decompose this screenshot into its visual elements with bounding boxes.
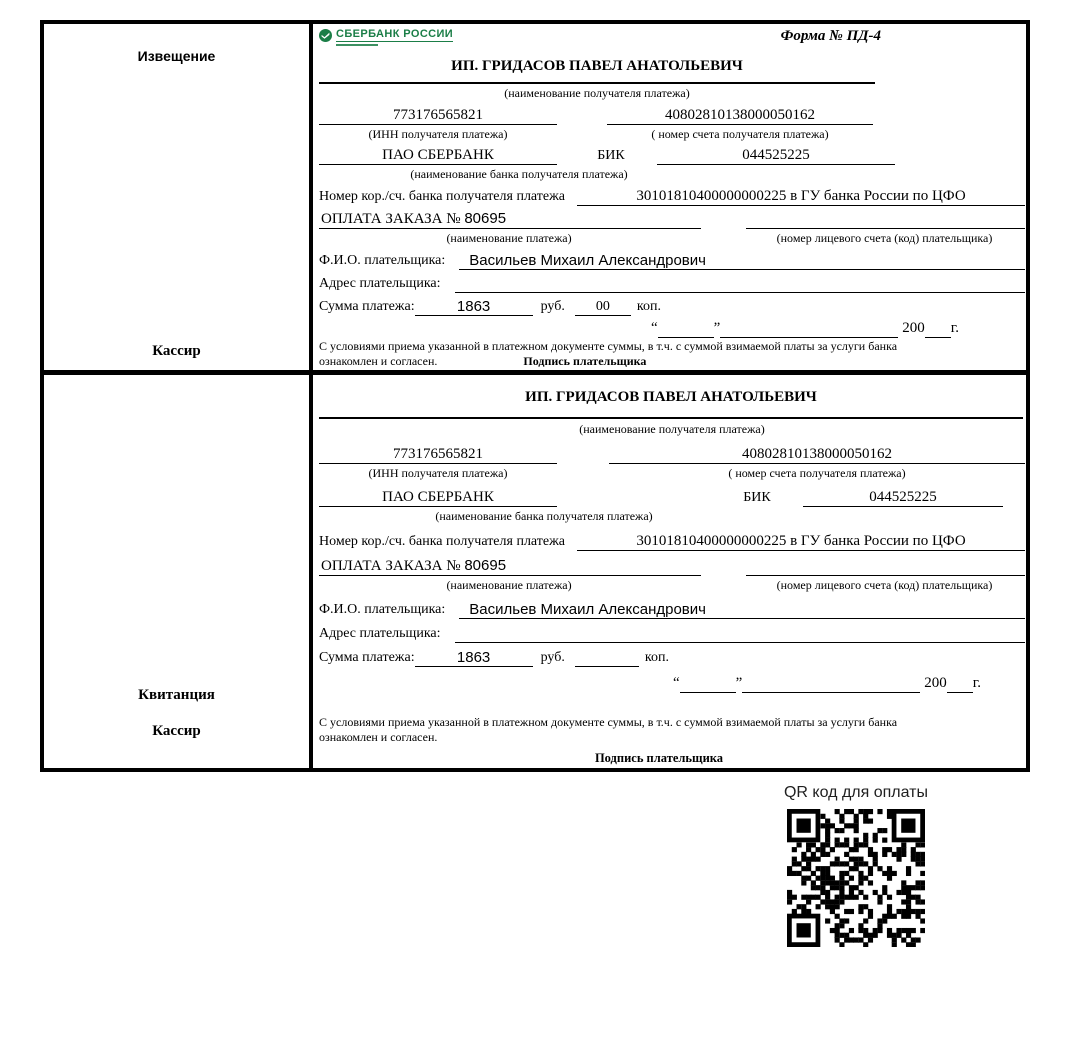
payer-name-row <box>319 247 1025 270</box>
receipt-side-column <box>44 375 313 768</box>
corr-account-label: Номер кор./сч. банка получателя платежа <box>319 189 565 204</box>
receipt-section <box>44 375 1026 768</box>
year-prefix: 200 <box>924 675 947 691</box>
date-day-field <box>658 337 714 338</box>
cashier-label: Кассир <box>152 723 201 739</box>
bik-field: 044525225 <box>803 489 1003 507</box>
inn-hint: (ИНН получателя платежа) <box>368 466 508 480</box>
account-hint: ( номер счета получателя платежа) <box>728 466 906 480</box>
corr-account-row <box>319 183 1025 206</box>
cashier-label: Кассир <box>152 343 201 359</box>
payer-name-label: Ф.И.О. плательщика: <box>319 253 446 268</box>
agreement-line1: С условиями приема указанной в платежном документе суммы, в т.ч. с суммой взимаемой платы за услуги банка <box>319 715 898 729</box>
inn-field: 773176565821 <box>319 446 557 464</box>
date-year-field <box>947 692 973 693</box>
payer-address-field <box>455 292 1025 293</box>
payment-name-field <box>319 557 701 576</box>
kop-label: коп. <box>636 299 661 314</box>
open-quote: “ <box>650 320 658 336</box>
qr-code <box>787 809 925 947</box>
recipient-hint-row <box>319 84 1025 102</box>
date-year-field <box>925 337 951 338</box>
recipient-hint: (наименование получателя платежа) <box>504 85 690 100</box>
personal-account-field <box>746 575 1025 576</box>
inn-account-hints <box>319 464 1025 483</box>
sberbank-logo-icon <box>319 29 332 42</box>
sum-rub-field: 1863 <box>415 649 533 667</box>
corr-account-label: Номер кор./сч. банка получателя платежа <box>319 534 565 549</box>
recipient-name-field: ИП. ГРИДАСОВ ПАВЕЛ АНАТОЛЬЕВИЧ <box>319 58 875 84</box>
sberbank-logo <box>319 28 453 46</box>
corr-account-field: 30101810400000000225 в ГУ банка России по ЦФО <box>577 188 1025 206</box>
payment-sum-label: Сумма платежа: <box>319 299 415 314</box>
payer-name-field: Васильев Михаил Александрович <box>459 252 1025 270</box>
payment-name-field <box>319 210 701 229</box>
payment-name-hint: (наименование платежа) <box>446 230 572 245</box>
payment-hints-row <box>319 229 1025 247</box>
inn-account-hints <box>319 125 1025 143</box>
notice-header-row <box>319 24 1025 58</box>
payment-name-row <box>319 551 1025 576</box>
agreement-line2: ознакомлен и согласен. <box>319 354 438 368</box>
date-month-field <box>720 337 898 338</box>
inn-field: 773176565821 <box>319 107 557 125</box>
qr-block <box>771 784 941 947</box>
bank-row <box>319 143 1025 165</box>
payment-name-text: ОПЛАТА ЗАКАЗА № <box>321 558 465 574</box>
sberbank-logo-text-wrap <box>336 28 453 46</box>
year-suffix: г. <box>972 675 981 691</box>
personal-account-hint: (номер лицевого счета (код) плательщика) <box>776 230 993 245</box>
year-suffix: г. <box>950 320 959 336</box>
receipt-label: Квитанция <box>138 687 215 703</box>
recipient-hint-row <box>319 419 1025 439</box>
corr-account-field: 30101810400000000225 в ГУ банка России по ЦФО <box>577 533 1025 551</box>
payer-name-label: Ф.И.О. плательщика: <box>319 602 446 617</box>
recipient-name-field: ИП. ГРИДАСОВ ПАВЕЛ АНАТОЛЬЕВИЧ <box>319 389 1023 419</box>
bank-hint-row <box>319 165 1025 183</box>
payer-name-row <box>319 595 1025 619</box>
personal-account-hint: (номер лицевого счета (код) плательщика) <box>776 578 993 592</box>
date-day-field <box>680 692 736 693</box>
sum-kop-field <box>575 666 639 667</box>
payment-hints-row <box>319 576 1025 595</box>
agreement-line1: С условиями приема указанной в платежном документе суммы, в т.ч. с суммой взимаемой платы за услуги банка <box>319 339 898 353</box>
agreement-line2: ознакомлен и согласен. <box>319 730 438 744</box>
bank-name-hint: (наименование банка получателя платежа) <box>435 509 653 523</box>
payment-sum-label: Сумма платежа: <box>319 650 415 665</box>
payer-address-field <box>455 642 1025 643</box>
agreement-line2-row <box>319 354 1025 369</box>
personal-account-field <box>746 228 1025 229</box>
payment-order-number: 80695 <box>464 557 507 574</box>
kop-label: коп. <box>644 650 669 665</box>
date-month-field <box>742 692 920 693</box>
bik-label: БИК <box>743 490 771 505</box>
form-frame <box>40 20 1030 772</box>
bik-field: 044525225 <box>657 147 895 165</box>
account-field: 40802810138000050162 <box>609 446 1025 464</box>
recipient-hint: (наименование получателя платежа) <box>579 421 765 436</box>
rub-label: руб. <box>540 299 565 314</box>
account-field: 40802810138000050162 <box>607 107 873 125</box>
bank-name-hint: (наименование банка получателя платежа) <box>410 166 628 181</box>
corr-account-row <box>319 526 1025 551</box>
bik-label: БИК <box>597 148 625 163</box>
sum-kop-field: 00 <box>575 299 631 316</box>
payer-name-field: Васильев Михаил Александрович <box>459 601 1025 619</box>
payment-order-number: 80695 <box>464 210 507 227</box>
inn-hint: (ИНН получателя платежа) <box>368 126 508 141</box>
payer-address-row <box>319 619 1025 643</box>
bank-row <box>319 483 1025 507</box>
close-quote: ” <box>735 675 743 691</box>
payment-name-text: ОПЛАТА ЗАКАЗА № <box>321 211 465 227</box>
date-row <box>319 669 981 693</box>
agreement-block <box>319 339 1025 369</box>
payment-sum-row <box>319 293 1025 316</box>
payment-name-row <box>319 206 1025 229</box>
notice-label: Извещение <box>137 48 216 64</box>
bank-name-field: ПАО СБЕРБАНК <box>319 147 557 165</box>
notice-side-column <box>44 24 313 370</box>
notice-content <box>313 24 1026 370</box>
payer-signature-label: Подпись плательщика <box>523 354 647 368</box>
agreement-block <box>319 715 1025 766</box>
payer-address-label: Адрес плательщика: <box>319 276 441 291</box>
payer-signature-label: Подпись плательщика <box>594 751 724 765</box>
payer-address-row <box>319 270 1025 293</box>
form-number: Форма № ПД-4 <box>780 28 881 44</box>
bank-hint-row <box>319 507 1025 526</box>
notice-section <box>44 24 1026 370</box>
receipt-content <box>313 375 1026 768</box>
sberbank-logo-tagline-bar <box>336 44 378 47</box>
payment-sum-row <box>319 643 1025 667</box>
payment-name-hint: (наименование платежа) <box>446 578 572 592</box>
inn-account-row <box>319 102 1025 125</box>
sberbank-logo-text: СБЕРБАНК РОССИИ <box>336 28 454 40</box>
account-hint: ( номер счета получателя платежа) <box>651 126 829 141</box>
inn-account-row <box>319 439 1025 464</box>
qr-label: QR код для оплаты <box>783 784 928 801</box>
close-quote: ” <box>713 320 721 336</box>
sum-rub-field: 1863 <box>415 298 533 316</box>
rub-label: руб. <box>540 650 565 665</box>
open-quote: “ <box>672 675 680 691</box>
bank-name-field: ПАО СБЕРБАНК <box>319 489 557 507</box>
date-row <box>319 316 959 338</box>
payer-address-label: Адрес плательщика: <box>319 626 441 641</box>
year-prefix: 200 <box>902 320 925 336</box>
